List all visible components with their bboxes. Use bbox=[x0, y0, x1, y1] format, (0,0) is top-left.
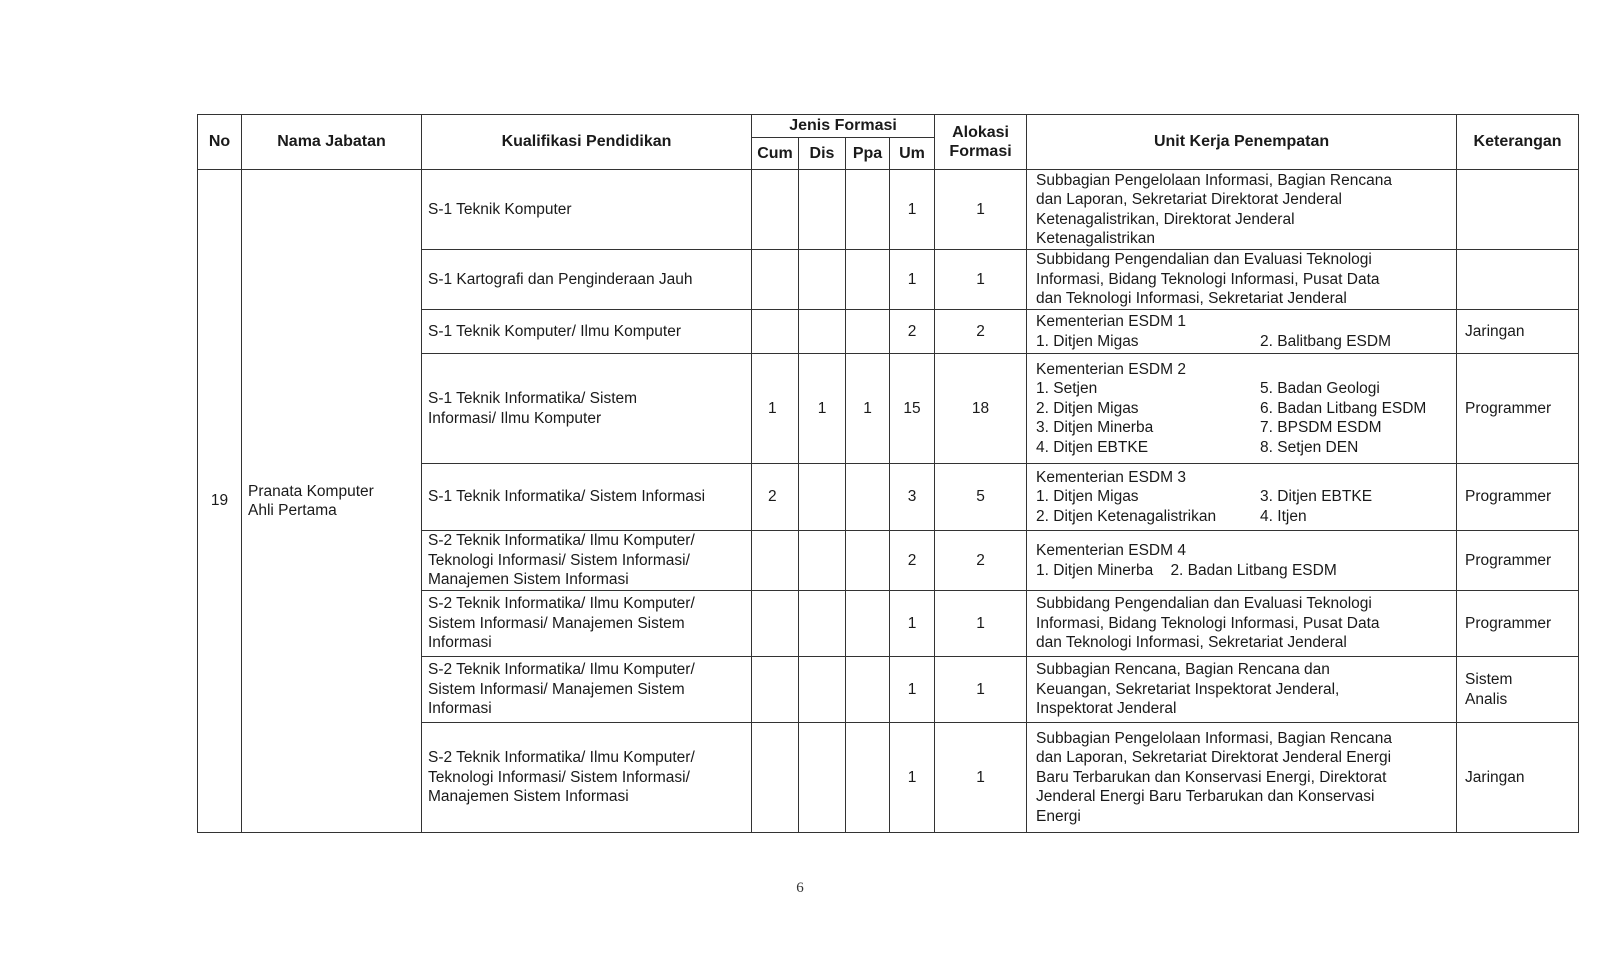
cell-keterangan bbox=[1457, 310, 1579, 354]
cell-alokasi: 1 bbox=[935, 723, 1027, 833]
cell-um: 3 bbox=[890, 464, 935, 531]
unit-list-item: 4. Itjen bbox=[1260, 507, 1307, 525]
cell-nama-jabatan bbox=[242, 170, 422, 833]
header-nama-jabatan: Nama Jabatan bbox=[242, 115, 422, 170]
header-unit-kerja: Unit Kerja Penempatan bbox=[1027, 115, 1457, 170]
cell-unit-kerja bbox=[1027, 310, 1457, 354]
cell-ppa bbox=[846, 464, 890, 531]
unit-title: Kementerian ESDM 4 bbox=[1036, 542, 1186, 559]
unit-title: Kementerian ESDM 2 bbox=[1036, 360, 1186, 378]
cell-dis bbox=[799, 464, 846, 531]
unit-list-item: 8. Setjen DEN bbox=[1260, 438, 1359, 456]
keterangan-line: Programmer bbox=[1465, 488, 1552, 506]
unit-list-right bbox=[1260, 487, 1372, 526]
header-no: No bbox=[198, 115, 242, 170]
cell-unit-kerja bbox=[1027, 657, 1457, 723]
unit-line: Subbagian Pengelolaan Informasi, Bagian Rencana bbox=[1036, 729, 1392, 747]
cell-ppa bbox=[846, 657, 890, 723]
unit-line: Inspektorat Jenderal bbox=[1036, 700, 1177, 718]
cell-kualifikasi bbox=[422, 464, 752, 531]
unit-list-left bbox=[1036, 332, 1260, 352]
unit-line: Subbagian Pengelolaan Informasi, Bagian Rencana bbox=[1036, 171, 1392, 189]
cell-kualifikasi bbox=[422, 170, 752, 250]
kualifikasi-line: S-1 Teknik Informatika/ Sistem Informasi bbox=[428, 488, 706, 506]
keterangan-line: Programmer bbox=[1465, 399, 1552, 417]
cell-alokasi: 18 bbox=[935, 354, 1027, 464]
kualifikasi-line: Manajemen Sistem Informasi bbox=[428, 788, 629, 806]
unit-list-item: 4. Ditjen EBTKE bbox=[1036, 438, 1149, 456]
jabatan-line: Ahli Pertama bbox=[248, 502, 337, 519]
header-jenis-formasi: Jenis Formasi bbox=[752, 115, 935, 138]
kualifikasi-line: S-1 Teknik Komputer/ Ilmu Komputer bbox=[428, 322, 681, 340]
cell-um: 1 bbox=[890, 250, 935, 310]
unit-list-item: 1. Ditjen Migas bbox=[1036, 488, 1139, 506]
cell-ppa bbox=[846, 531, 890, 591]
unit-list-item: 2. Ditjen Ketenagalistrikan bbox=[1036, 507, 1217, 525]
cell-dis bbox=[799, 531, 846, 591]
unit-list-item: 6. Badan Litbang ESDM bbox=[1260, 399, 1427, 417]
unit-line: dan Teknologi Informasi, Sekretariat Jenderal bbox=[1036, 634, 1347, 652]
header-keterangan: Keterangan bbox=[1457, 115, 1579, 170]
unit-line: Subbidang Pengendalian dan Evaluasi Teknologi bbox=[1036, 251, 1372, 269]
cell-keterangan bbox=[1457, 250, 1579, 310]
cell-um: 1 bbox=[890, 657, 935, 723]
cell-ppa bbox=[846, 170, 890, 250]
unit-line: Subbidang Pengendalian dan Evaluasi Teknologi bbox=[1036, 595, 1372, 613]
kualifikasi-line: S-1 Kartografi dan Penginderaan Jauh bbox=[428, 270, 693, 288]
header-ppa: Ppa bbox=[846, 138, 890, 170]
unit-list-item: 2. Balitbang ESDM bbox=[1260, 332, 1392, 350]
cell-kualifikasi bbox=[422, 310, 752, 354]
unit-line: Subbagian Rencana, Bagian Rencana dan bbox=[1036, 661, 1330, 679]
unit-list bbox=[1036, 332, 1450, 352]
cell-um: 1 bbox=[890, 591, 935, 657]
keterangan-line: Analis bbox=[1465, 690, 1508, 708]
page-number: 6 bbox=[796, 880, 804, 896]
unit-line: Energi bbox=[1036, 807, 1081, 825]
cell-dis bbox=[799, 591, 846, 657]
cell-kualifikasi bbox=[422, 591, 752, 657]
cell-unit-kerja bbox=[1027, 464, 1457, 531]
cell-ppa bbox=[846, 723, 890, 833]
cell-um: 1 bbox=[890, 170, 935, 250]
cell-cum bbox=[752, 723, 799, 833]
keterangan-line: Programmer bbox=[1465, 614, 1552, 632]
cell-ppa: 1 bbox=[846, 354, 890, 464]
cell-keterangan bbox=[1457, 464, 1579, 531]
unit-line: dan Teknologi Informasi, Sekretariat Jenderal bbox=[1036, 290, 1347, 308]
unit-list-item: 1. Setjen bbox=[1036, 380, 1098, 398]
kualifikasi-line: Sistem Informasi/ Manajemen Sistem bbox=[428, 680, 685, 698]
cell-cum: 2 bbox=[752, 464, 799, 531]
kualifikasi-line: Informasi/ Ilmu Komputer bbox=[428, 409, 602, 427]
cell-cum bbox=[752, 657, 799, 723]
kualifikasi-line: S-2 Teknik Informatika/ Ilmu Komputer/ bbox=[428, 595, 695, 613]
cell-um: 2 bbox=[890, 310, 935, 354]
cell-kualifikasi bbox=[422, 723, 752, 833]
unit-list-item: 3. Ditjen Minerba bbox=[1036, 419, 1154, 437]
cell-unit-kerja bbox=[1027, 723, 1457, 833]
jabatan-line: Pranata Komputer bbox=[248, 482, 374, 500]
cell-alokasi: 1 bbox=[935, 657, 1027, 723]
keterangan-line: Sistem bbox=[1465, 671, 1513, 688]
cell-dis bbox=[799, 170, 846, 250]
cell-unit-kerja bbox=[1027, 591, 1457, 657]
unit-list-item: 1. Ditjen Migas bbox=[1036, 332, 1139, 350]
header-alokasi-line2: Formasi bbox=[949, 143, 1012, 160]
formation-table bbox=[197, 114, 1579, 833]
cell-cum bbox=[752, 531, 799, 591]
kualifikasi-line: S-2 Teknik Informatika/ Ilmu Komputer/ bbox=[428, 532, 695, 550]
table-row bbox=[198, 170, 1579, 250]
cell-keterangan bbox=[1457, 657, 1579, 723]
cell-keterangan bbox=[1457, 723, 1579, 833]
cell-keterangan bbox=[1457, 531, 1579, 591]
cell-keterangan bbox=[1457, 354, 1579, 464]
cell-alokasi: 5 bbox=[935, 464, 1027, 531]
cell-alokasi: 1 bbox=[935, 591, 1027, 657]
cell-cum: 1 bbox=[752, 354, 799, 464]
kualifikasi-line: Informasi bbox=[428, 634, 492, 652]
cell-dis bbox=[799, 657, 846, 723]
cell-um: 1 bbox=[890, 723, 935, 833]
kualifikasi-line: Sistem Informasi/ Manajemen Sistem bbox=[428, 614, 685, 632]
cell-um: 2 bbox=[890, 531, 935, 591]
cell-no: 19 bbox=[198, 170, 242, 833]
unit-line: Informasi, Bidang Teknologi Informasi, Pusat Data bbox=[1036, 270, 1380, 288]
header-alokasi-formasi bbox=[935, 115, 1027, 170]
unit-list-item: 3. Ditjen EBTKE bbox=[1260, 488, 1373, 506]
cell-keterangan bbox=[1457, 170, 1579, 250]
unit-line: Baru Terbarukan dan Konservasi Energi, Direktorat bbox=[1036, 768, 1387, 786]
unit-title: Kementerian ESDM 3 bbox=[1036, 468, 1186, 486]
unit-line: dan Laporan, Sekretariat Direktorat Jenderal Energi bbox=[1036, 749, 1392, 767]
cell-alokasi: 2 bbox=[935, 310, 1027, 354]
kualifikasi-line: Teknologi Informasi/ Sistem Informasi/ bbox=[428, 768, 690, 786]
cell-cum bbox=[752, 591, 799, 657]
cell-um: 15 bbox=[890, 354, 935, 464]
cell-alokasi: 1 bbox=[935, 250, 1027, 310]
kualifikasi-line: S-2 Teknik Informatika/ Ilmu Komputer/ bbox=[428, 661, 695, 679]
unit-line: dan Laporan, Sekretariat Direktorat Jenderal bbox=[1036, 191, 1342, 208]
unit-list-left bbox=[1036, 487, 1260, 526]
cell-unit-kerja bbox=[1027, 170, 1457, 250]
kualifikasi-line: Informasi bbox=[428, 700, 492, 718]
kualifikasi-line: Teknologi Informasi/ Sistem Informasi/ bbox=[428, 551, 690, 569]
unit-list-right bbox=[1260, 379, 1426, 457]
cell-ppa bbox=[846, 591, 890, 657]
cell-cum bbox=[752, 170, 799, 250]
keterangan-line: Jaringan bbox=[1465, 322, 1525, 340]
unit-list-left bbox=[1036, 379, 1260, 457]
kualifikasi-line: Manajemen Sistem Informasi bbox=[428, 571, 629, 589]
header-dis: Dis bbox=[799, 138, 846, 170]
kualifikasi-line: S-1 Teknik Komputer bbox=[428, 200, 572, 218]
cell-kualifikasi bbox=[422, 354, 752, 464]
cell-dis bbox=[799, 310, 846, 354]
cell-alokasi: 1 bbox=[935, 170, 1027, 250]
cell-kualifikasi bbox=[422, 250, 752, 310]
cell-ppa bbox=[846, 310, 890, 354]
unit-line: Ketenagalistrikan bbox=[1036, 230, 1155, 247]
cell-unit-kerja bbox=[1027, 250, 1457, 310]
cell-dis: 1 bbox=[799, 354, 846, 464]
unit-list-item: 7. BPSDM ESDM bbox=[1260, 419, 1382, 437]
header-alokasi-line1: Alokasi bbox=[952, 123, 1009, 141]
keterangan-line: Jaringan bbox=[1465, 768, 1525, 786]
cell-kualifikasi bbox=[422, 531, 752, 591]
cell-unit-kerja bbox=[1027, 531, 1457, 591]
header-kualifikasi: Kualifikasi Pendidikan bbox=[422, 115, 752, 170]
kualifikasi-line: S-1 Teknik Informatika/ Sistem bbox=[428, 390, 638, 407]
cell-dis bbox=[799, 250, 846, 310]
unit-line: Jenderal Energi Baru Terbarukan dan Konservasi bbox=[1036, 788, 1375, 806]
unit-line: Keuangan, Sekretariat Inspektorat Jenderal, bbox=[1036, 680, 1340, 698]
cell-cum bbox=[752, 250, 799, 310]
table-body bbox=[198, 170, 1579, 833]
unit-list bbox=[1036, 379, 1450, 457]
cell-keterangan bbox=[1457, 591, 1579, 657]
cell-ppa bbox=[846, 250, 890, 310]
header-cum: Cum bbox=[752, 138, 799, 170]
unit-list-item: 2. Ditjen Migas bbox=[1036, 399, 1139, 417]
unit-list-right bbox=[1260, 332, 1391, 352]
kualifikasi-line: S-2 Teknik Informatika/ Ilmu Komputer/ bbox=[428, 749, 695, 767]
unit-list bbox=[1036, 487, 1450, 526]
cell-dis bbox=[799, 723, 846, 833]
cell-kualifikasi bbox=[422, 657, 752, 723]
header-um: Um bbox=[890, 138, 935, 170]
cell-alokasi: 2 bbox=[935, 531, 1027, 591]
cell-cum bbox=[752, 310, 799, 354]
unit-title: Kementerian ESDM 1 bbox=[1036, 313, 1186, 330]
keterangan-line: Programmer bbox=[1465, 551, 1552, 569]
unit-list-item: 5. Badan Geologi bbox=[1260, 380, 1380, 398]
unit-line: Informasi, Bidang Teknologi Informasi, Pusat Data bbox=[1036, 614, 1380, 632]
unit-inline-list: 1. Ditjen Minerba 2. Badan Litbang ESDM bbox=[1036, 561, 1337, 579]
unit-line: Ketenagalistrikan, Direktorat Jenderal bbox=[1036, 210, 1295, 228]
cell-unit-kerja bbox=[1027, 354, 1457, 464]
